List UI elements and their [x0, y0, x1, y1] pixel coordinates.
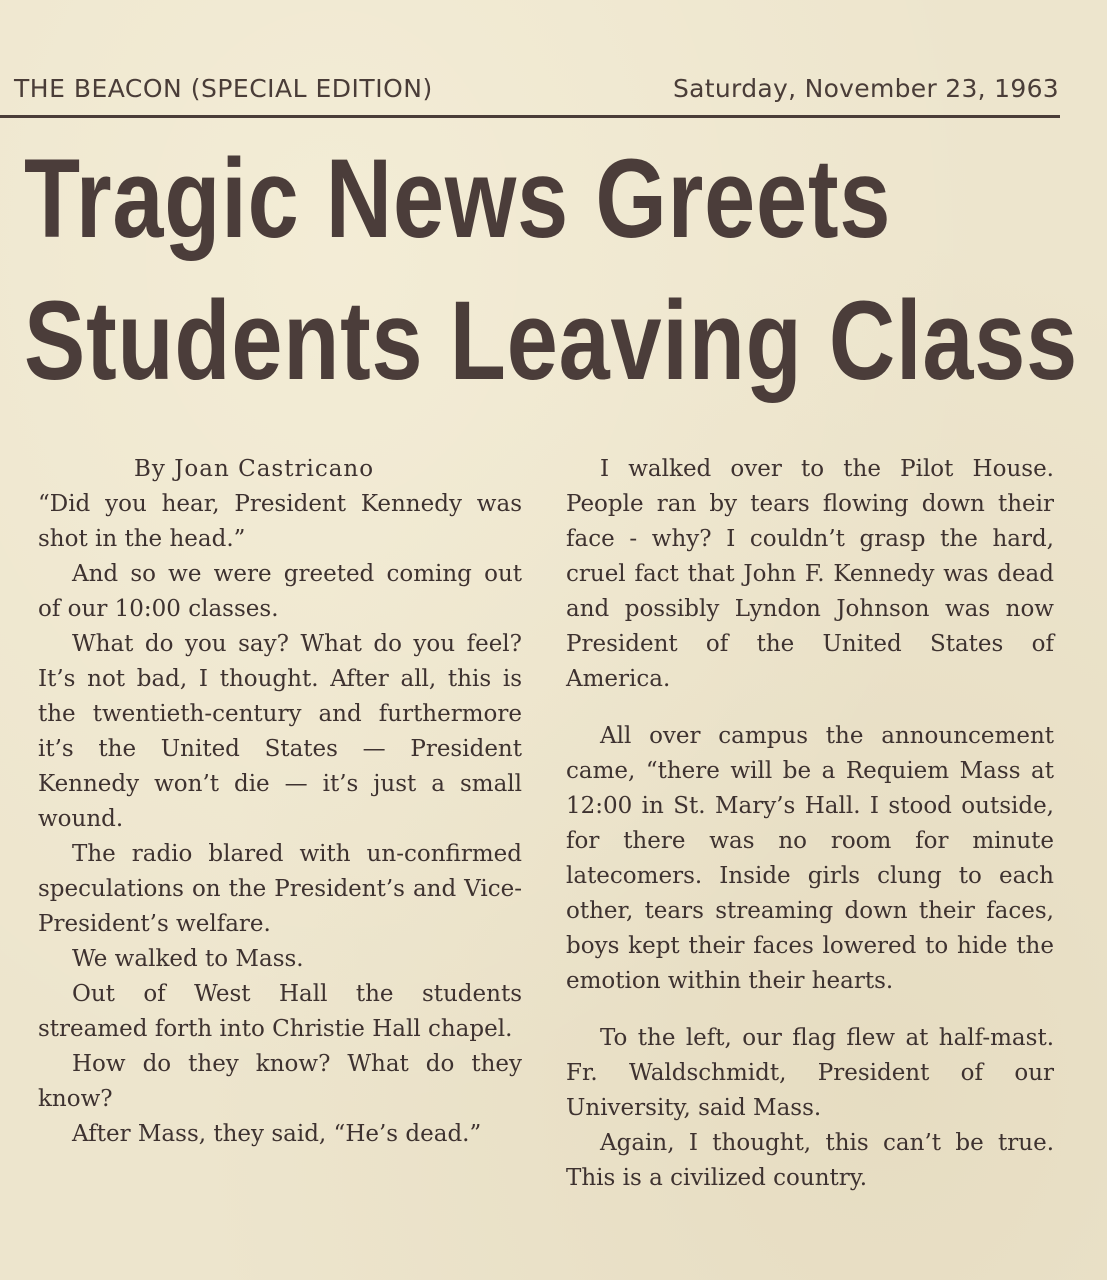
paragraph: The radio blared with un-confirmed speculations on the President’s and Vice-President’s welfare.: [38, 841, 522, 937]
paragraph: After Mass, they said, “He’s dead.”: [72, 1121, 482, 1147]
paragraph: I walked over to the Pilot House. People ran by tears flowing down their face - why? I couldn’t grasp the hard, cruel fact that John F. Kennedy was dead and possibly Lyndon Johnson was now President of the United States of America.: [566, 456, 1054, 692]
paragraph: Out of West Hall the students streamed forth into Christie Hall chapel.: [38, 981, 522, 1042]
paragraph: We walked to Mass.: [72, 946, 304, 972]
paragraph: All over campus the announcement came, “there will be a Requiem Mass at 12:00 in St. Mary’s Hall. I stood outside, for there was no room for minute latecomers. Inside girls clung to each other, tears streaming down their faces, boys kept their faces lowered to hide the emotion within their hearts.: [566, 723, 1054, 994]
headline: [24, 128, 1079, 412]
headline-line-1: Tragic News Greets: [24, 136, 892, 261]
article-column-left: [38, 452, 522, 1152]
masthead-rule: [0, 115, 1060, 118]
masthead: [14, 70, 1059, 114]
paragraph: How do they know? What do they know?: [38, 1051, 522, 1112]
paragraph: What do you say? What do you feel? It’s not bad, I thought. After all, this is the twentieth-century and furthermore it’s the United States — President Kennedy won’t die — it’s just a small wound.: [38, 631, 522, 832]
headline-line-2: Students Leaving Class: [24, 278, 1079, 403]
paragraph: To the left, our flag flew at half-mast. Fr. Waldschmidt, President of our University, said Mass.: [566, 1025, 1054, 1121]
paragraph: And so we were greeted coming out of our 10:00 classes.: [38, 561, 522, 622]
paragraph: “Did you hear, President Kennedy was shot in the head.”: [38, 491, 522, 552]
paragraph: Again, I thought, this can’t be true. This is a civilized country.: [566, 1130, 1054, 1191]
article-column-right: [566, 452, 1054, 1196]
publication-date: Saturday, November 23, 1963: [673, 74, 1059, 103]
publication-name: THE BEACON (SPECIAL EDITION): [14, 74, 433, 103]
byline: By Joan Castricano: [134, 456, 375, 482]
